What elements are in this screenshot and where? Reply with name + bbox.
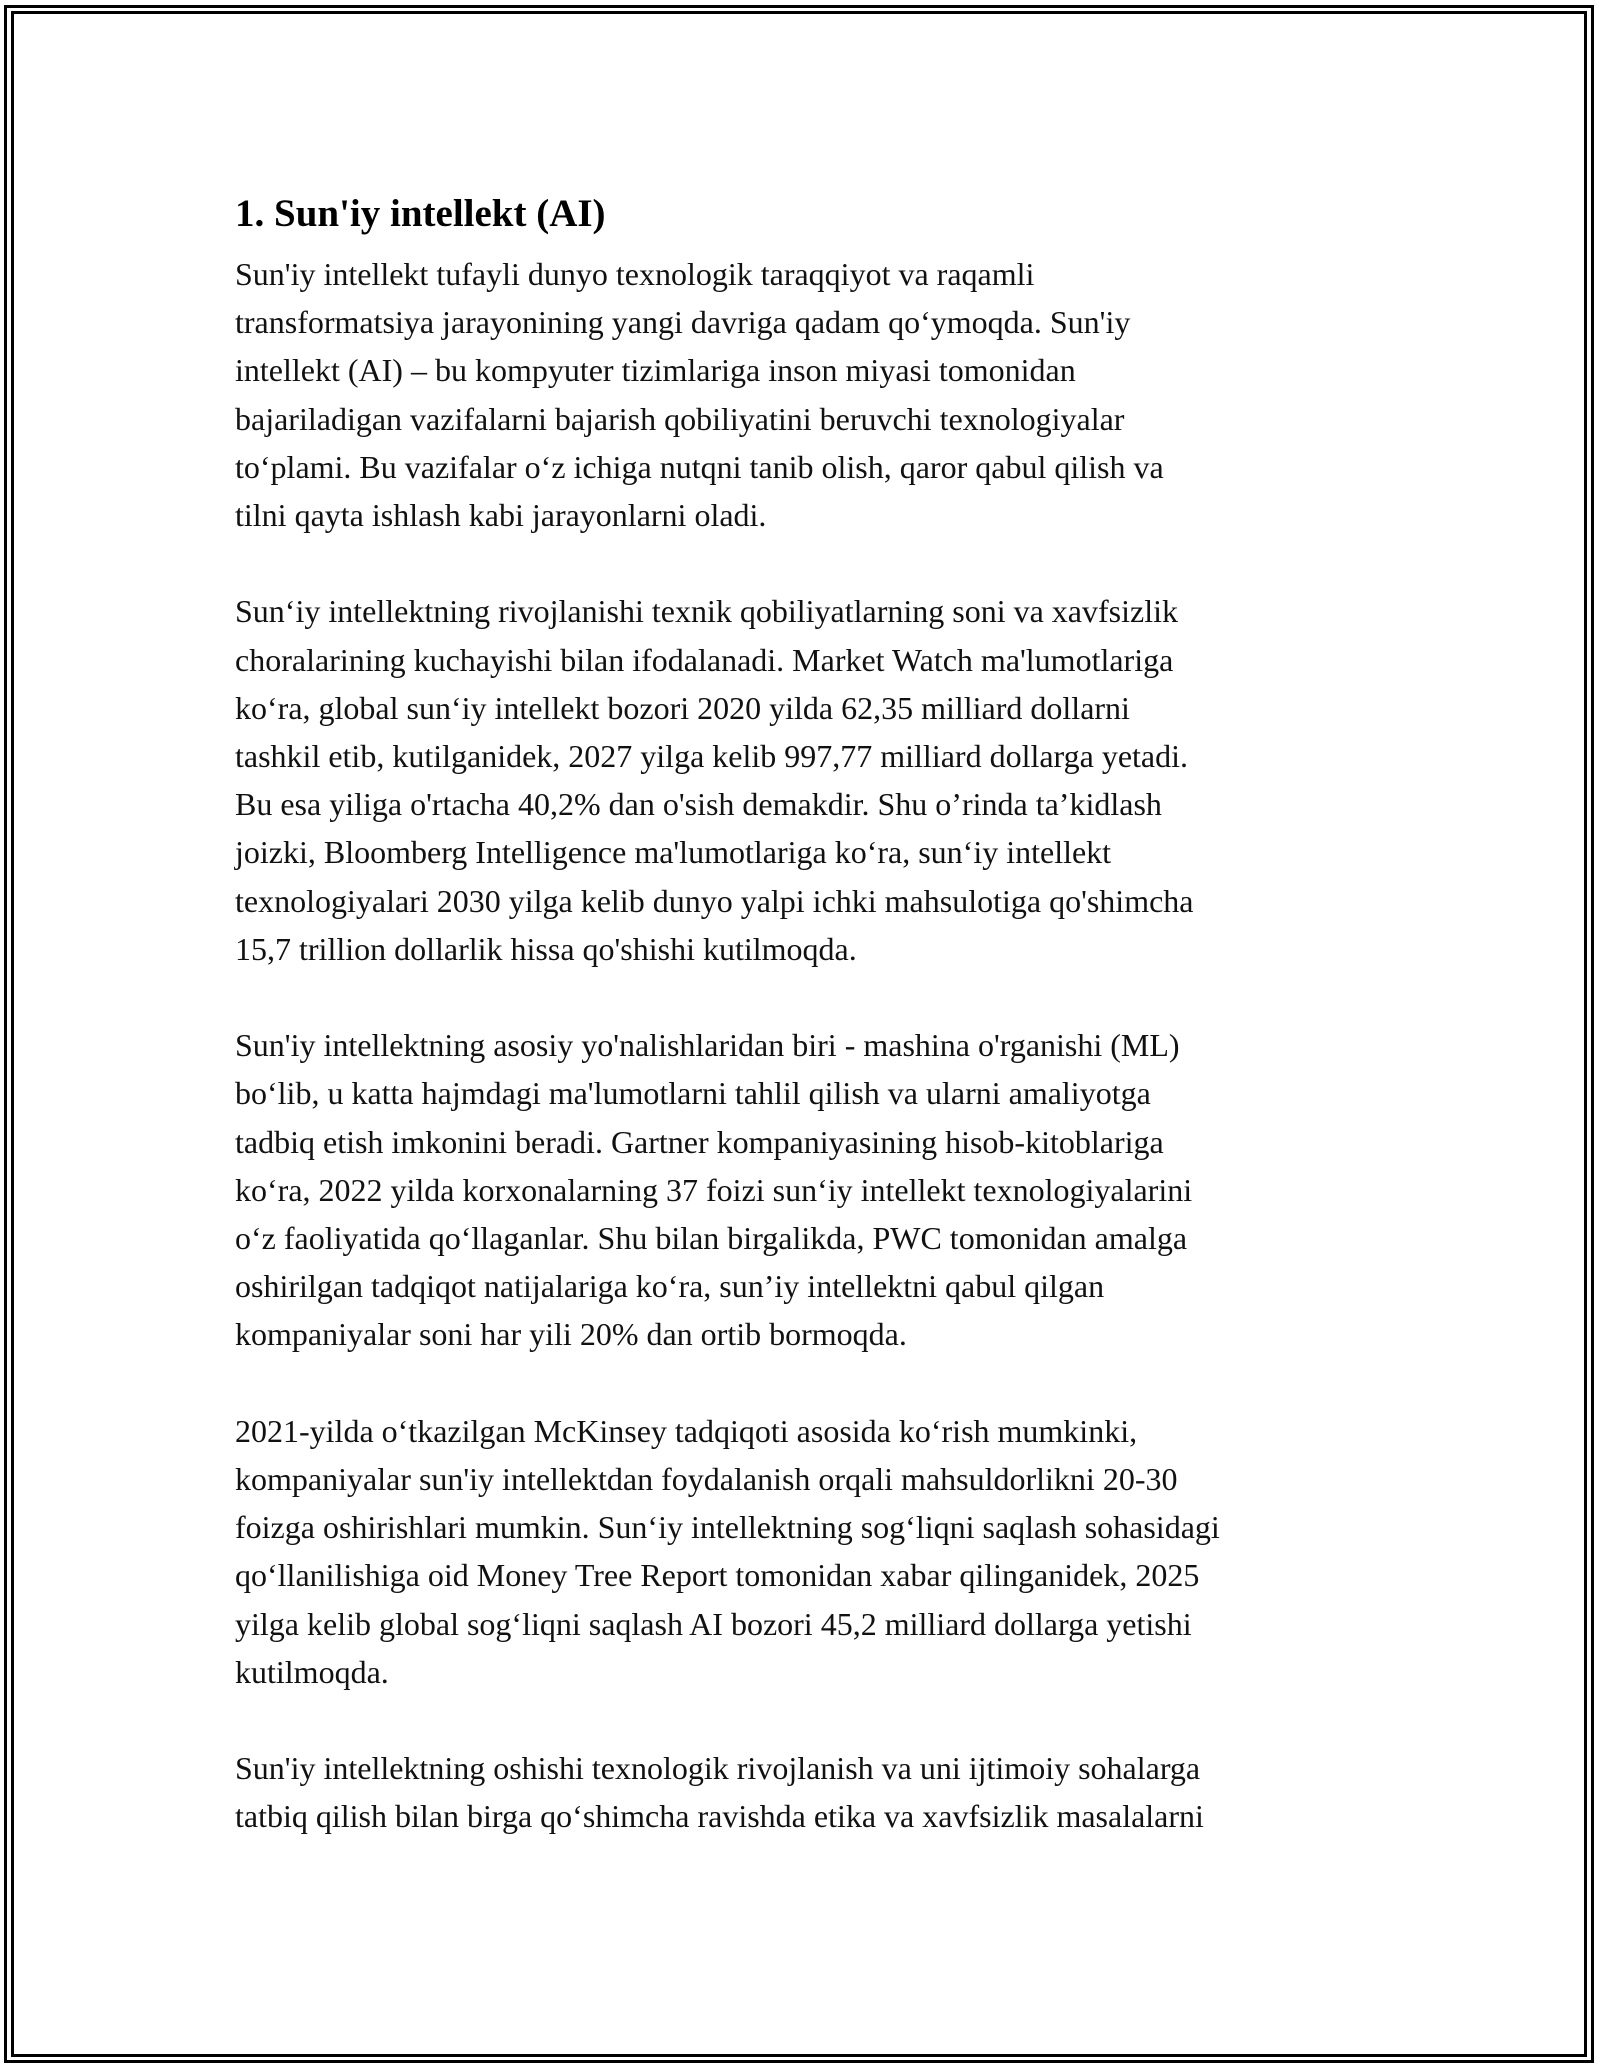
text-line: bajariladigan vazifalarni bajarish qobiliyatini beruvchi texnologiyalar (235, 400, 1125, 437)
text-line: Sun'iy intellektning oshishi texnologik rivojlanish va uni ijtimoiy sohalarga (235, 1750, 1201, 1787)
text-line: tatbiq qilish bilan birga qo‘shimcha ravishda etika va xavfsizlik masalalarni (235, 1798, 1204, 1835)
text-line: Sun'iy intellektning asosiy yo'nalishlaridan biri - mashina o'rganishi (ML) (235, 1027, 1180, 1064)
document-page (235, 188, 1375, 1889)
text-line: intellekt (AI) – bu kompyuter tizimlariga inson miyasi tomonidan (235, 352, 1076, 389)
paragraph-ethics (235, 1744, 1375, 1840)
text-line: ko‘ra, 2022 yilda korxonalarning 37 foizi sun‘iy intellekt texnologiyalarini (235, 1171, 1193, 1208)
text-line: joizki, Bloomberg Intelligence ma'lumotlariga ko‘ra, sun‘iy intellekt (235, 834, 1112, 871)
text-line: Sun‘iy intellektning rivojlanishi texnik qobiliyatlarning soni va xavfsizlik (235, 593, 1178, 630)
text-line: qo‘llanilishiga oid Money Tree Report tomonidan xabar qilinganidek, 2025 (235, 1557, 1200, 1594)
text-line: to‘plami. Bu vazifalar o‘z ichiga nutqni tanib olish, qaror qabul qilish va (235, 448, 1164, 485)
text-line: oshirilgan tadqiqot natijalariga ko‘ra, sun’iy intellektni qabul qilgan (235, 1268, 1105, 1305)
text-line: Bu esa yiliga o'rtacha 40,2% dan o'sish demakdir. Shu o’rinda ta’kidlash (235, 786, 1162, 823)
paragraph-intro (235, 250, 1375, 539)
text-line: tadbiq etish imkonini beradi. Gartner kompaniyasining hisob-kitoblariga (235, 1123, 1164, 1160)
text-line: kompaniyalar sun'iy intellektdan foydalanish orqali mahsuldorlikni 20-30 (235, 1461, 1178, 1498)
text-line: Sun'iy intellekt tufayli dunyo texnologik taraqqiyot va raqamli (235, 256, 1035, 292)
paragraph-machine-learning (235, 1021, 1375, 1358)
text-line: tashkil etib, kutilganidek, 2027 yilga kelib 997,77 milliard dollarga yetadi. (235, 738, 1189, 775)
text-line: 15,7 trillion dollarlik hissa qo'shishi kutilmoqda. (235, 930, 857, 967)
paragraph-market-growth (235, 587, 1375, 973)
text-line: texnologiyalari 2030 yilga kelib dunyo yalpi ichki mahsulotiga qo'shimcha (235, 882, 1194, 919)
text-line: yilga kelib global sog‘liqni saqlash AI bozori 45,2 milliard dollarga yetishi (235, 1605, 1192, 1642)
paragraph-mckinsey (235, 1407, 1375, 1696)
text-line: kutilmoqda. (235, 1653, 389, 1690)
text-line: kompaniyalar soni har yili 20% dan ortib bormoqda. (235, 1316, 907, 1353)
text-line: choralarining kuchayishi bilan ifodalanadi. Market Watch ma'lumotlariga (235, 641, 1174, 678)
text-line: tilni qayta ishlash kabi jarayonlarni oladi. (235, 497, 767, 534)
section-heading: 1. Sun'iy intellekt (AI) (235, 192, 606, 235)
text-line: o‘z faoliyatida qo‘llaganlar. Shu bilan birgalikda, PWC tomonidan amalga (235, 1220, 1188, 1257)
text-line: transformatsiya jarayonining yangi davriga qadam qo‘ymoqda. Sun'iy (235, 304, 1131, 341)
text-line: bo‘lib, u katta hajmdagi ma'lumotlarni tahlil qilish va ularni amaliyotga (235, 1075, 1151, 1112)
text-line: ko‘ra, global sun‘iy intellekt bozori 2020 yilda 62,35 milliard dollarni (235, 689, 1130, 726)
text-line: foizga oshirishlari mumkin. Sun‘iy intellektning sog‘liqni saqlash sohasidagi (235, 1509, 1220, 1546)
text-line: 2021-yilda o‘tkazilgan McKinsey tadqiqoti asosida ko‘rish mumkinki, (235, 1412, 1138, 1449)
